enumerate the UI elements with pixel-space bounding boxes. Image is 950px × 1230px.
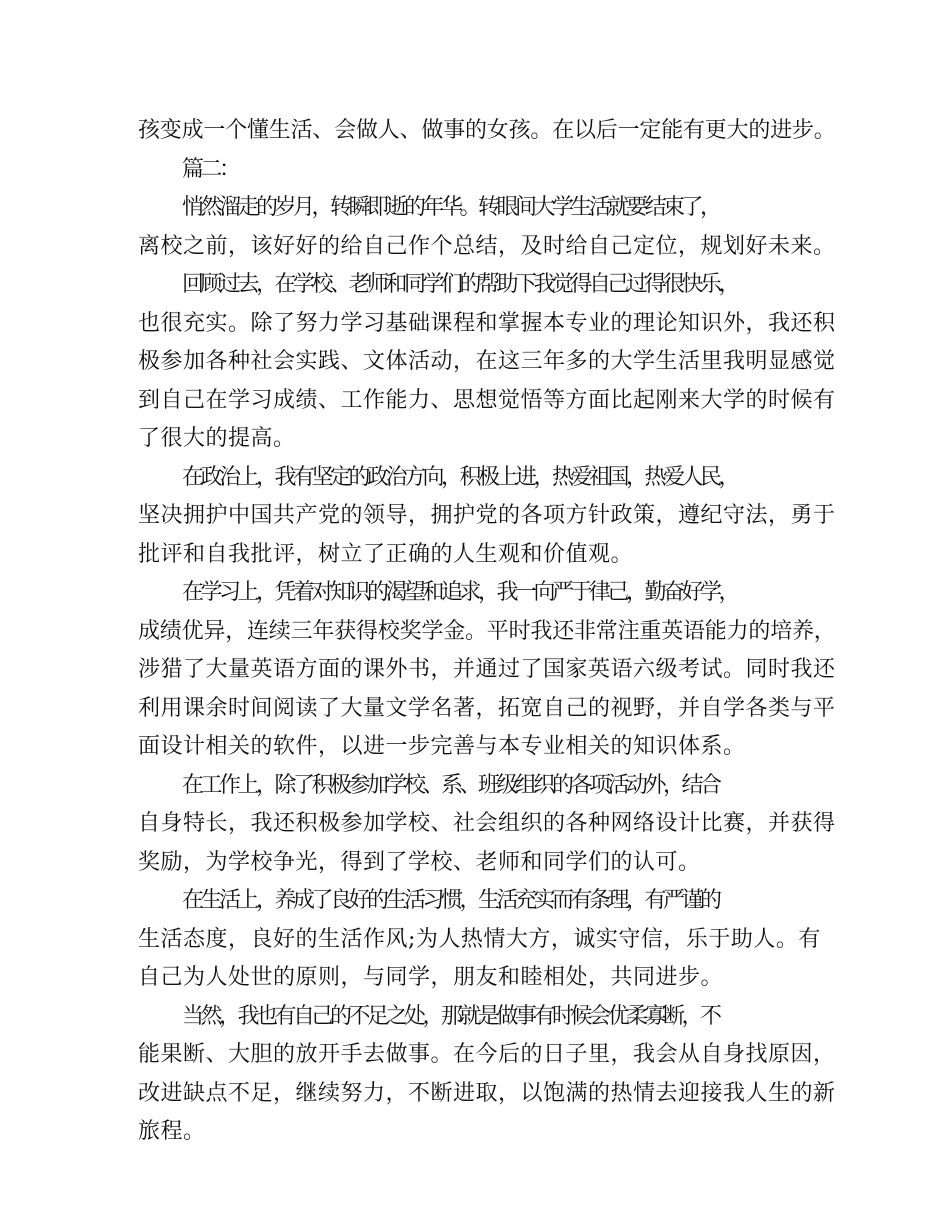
text-line: 面设计相关的软件，以进一步完善与本专业相关的知识体系。 bbox=[138, 734, 746, 759]
text-line: 在工作上，除了积极参加学校、系、班级组织的各项活动外，结合 bbox=[182, 772, 719, 798]
text-line: 到自己在学习成绩、工作能力、思想觉悟等方面比起刚来大学的时候有 bbox=[138, 387, 836, 413]
body-text bbox=[138, 112, 838, 1152]
text-line: 自身特长，我还积极参加学校、社会组织的各种网络设计比赛，并获得 bbox=[138, 811, 836, 836]
text-line: 当然，我也有自己的不足之处，那就是做事有时候会优柔寡断，不 bbox=[182, 1003, 719, 1029]
text-line: 回顾过去，在学校、老师和同学们的帮助下我觉得自己过得很快乐， bbox=[182, 272, 738, 297]
text-line: 改进缺点不足，继续努力，不断进取，以饱满的热情去迎接我人生的新 bbox=[138, 1080, 836, 1106]
text-line: 成绩优异，连续三年获得校奖学金。平时我还非常注重英语能力的培养， bbox=[138, 618, 836, 644]
text-line: 离校之前，该好好的给自己作个总结，及时给自己定位，规划好未来。 bbox=[138, 233, 836, 259]
text-line: 涉猎了大量英语方面的课外书，并通过了国家英语六级考试。同时我还 bbox=[138, 657, 836, 682]
text-line: 能果断、大胆的放开手去做事。在今后的日子里，我会从自身找原因， bbox=[138, 1042, 836, 1067]
text-line: 利用课余时间阅读了大量文学名著，拓宽自己的视野，并自学各类与平 bbox=[138, 695, 836, 721]
text-line: 孩变成一个懂生活、会做人、做事的女孩。在以后一定能有更大的进步。 bbox=[138, 118, 836, 143]
text-line: 在学习上，凭着对知识的渴望和追求，我一向严于律己，勤奋好学， bbox=[182, 580, 738, 605]
text-line: 在生活上，养成了良好的生活习惯，生活充实而有条理，有严谨的 bbox=[182, 888, 719, 913]
text-line: 了很大的提高。 bbox=[138, 426, 296, 451]
text-line: 旅程。 bbox=[138, 1119, 206, 1144]
text-line: 也很充实。除了努力学习基础课程和掌握本专业的理论知识外，我还积 bbox=[138, 310, 836, 336]
text-line: 奖励，为学校争光，得到了学校、老师和同学们的认可。 bbox=[138, 849, 701, 875]
text-line: 极参加各种社会实践、文体活动，在这三年多的大学生活里我明显感觉 bbox=[138, 349, 836, 374]
text-line: 批评和自我批评，树立了正确的人生观和价值观。 bbox=[138, 541, 634, 567]
text-line: 在政治上，我有坚定的政治方向，积极上进，热爱祖国，热爱人民， bbox=[182, 464, 738, 490]
text-line: 篇二： bbox=[182, 156, 238, 182]
text-line: 生活态度，良好的生活作风;为人热情大方，诚实守信，乐于助人。有 bbox=[138, 926, 821, 952]
text-line: 悄然溜走的岁月，转瞬即逝的年华。转眼间大学生活就要结束了， bbox=[182, 195, 719, 220]
text-line: 自己为人处世的原则，与同学，朋友和睦相处，共同进步。 bbox=[138, 965, 724, 990]
text-line: 坚决拥护中国共产党的领导，拥护党的各项方针政策，遵纪守法，勇于 bbox=[138, 503, 836, 528]
